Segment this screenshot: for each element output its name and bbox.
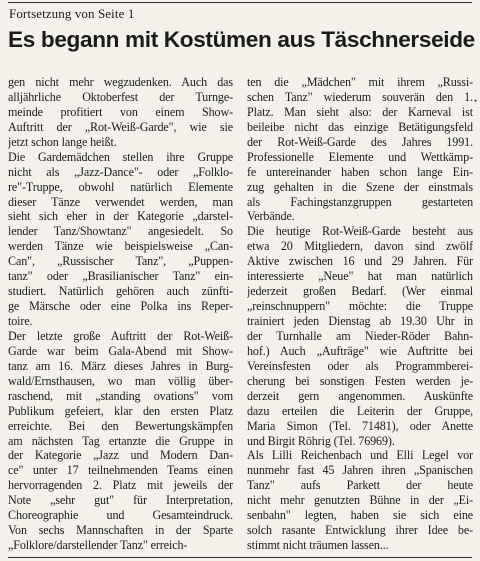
text-line: der Turnhalle am Nieder-Röder Bahn-: [247, 328, 473, 343]
text-line: am nächsten Tag ertanzte die Gruppe in: [8, 433, 233, 448]
text-line: Auftritt der „Rot-Weiß-Garde", wie sie: [8, 119, 233, 134]
text-line: Von sechs Mannschaften in der Sparte: [8, 523, 233, 538]
text-line: der Rot-Weiß-Garde des Jahres 1991.: [247, 134, 473, 149]
text-line: und Birgit Röhrig (Tel. 76969).: [247, 433, 395, 448]
text-line: studiert. Natürlich gehören auch zünfti-: [8, 284, 233, 299]
text-line: ge Märsche oder eine Polka ins Reper-: [8, 299, 233, 314]
continuation-note: Fortsetzung von Seite 1: [9, 6, 135, 21]
text-line: „Folklore/darstellender Tanz" erreich-: [8, 538, 188, 553]
text-line: ten die „Mädchen" mit ihrem „Russi-: [247, 75, 473, 89]
text-line: raschend, mit „standing ovations" vom: [8, 388, 233, 403]
text-line: hof.) Auch „Aufträge" wie Auftritte bei: [247, 343, 473, 358]
text-line: stimmt nicht träumen lassen...: [247, 538, 389, 553]
text-line: Can", „Russischer Tanz", „Puppen-: [8, 254, 233, 269]
text-line: sieht sich eher in der Kategorie „darstel-: [8, 209, 233, 224]
text-line: dieser Tänze verwendet werden, man: [8, 194, 233, 209]
text-line: derzeit gern angenommen. Auskünfte: [247, 388, 473, 403]
text-line: senbahn" legten, haben sie sich eine: [247, 508, 473, 523]
text-line: Aktive zwischen 16 und 29 Jahren. Für: [247, 254, 473, 269]
text-line: gen nicht mehr wegzudenken. Auch das: [8, 75, 233, 89]
text-line: Note „sehr gut" für Interpretation,: [8, 493, 233, 508]
text-line: jederzeit großen Bedarf. (Wer einmal: [247, 284, 473, 299]
text-line: lender Tanz/Showtanz" angesiedelt. So: [8, 224, 233, 239]
text-line: Vereinsfesten oder als Programmberei-: [247, 358, 473, 373]
text-line: cherung bei sonstigen Festen werden je-: [247, 373, 473, 388]
text-line: toire.: [8, 314, 33, 328]
text-line: Platz. Man sieht also: der Karneval ist: [247, 104, 473, 119]
text-line: tanz" oder „Brasilianischer Tanz" ein-: [8, 269, 233, 284]
text-line: Garde war beim Gala-Abend mit Show-: [8, 343, 233, 358]
top-rule: [8, 2, 472, 3]
text-line: schen Tanz" wiederum souverän den 1.: [247, 89, 473, 104]
text-line: jetzt schon lange heißt.: [8, 134, 117, 149]
text-line: Professionelle Elemente und Wettkämp-: [247, 149, 473, 164]
text-line: Die heutige Rot-Weiß-Garde besteht aus: [247, 224, 473, 239]
text-line: Verbände.: [247, 209, 295, 224]
text-line: nunmehr fast 45 Jahren ihren „Spanischen: [247, 463, 473, 478]
text-line: meinde profitiert von einem Show-: [8, 104, 233, 119]
text-line: der Kategorie „Jazz und Modern Dan-: [8, 448, 233, 463]
text-line: hervorragenden 2. Platz mit jeweils der: [8, 478, 233, 493]
text-line: dazu erteilen die Leiterin der Gruppe,: [247, 403, 473, 418]
text-line: tanz am 16. März dieses Jahres in Burg-: [8, 358, 233, 373]
text-line: „reinschnuppern" möchte: die Truppe: [247, 299, 473, 314]
text-line: Publikum gefeiert, klar den ersten Platz: [8, 403, 233, 418]
article-headline: Es begann mit Kostümen aus Täschnerseide: [8, 27, 475, 52]
text-line: Maria Simon (Tel. 71481), oder Anette: [247, 418, 473, 433]
text-line: Die Gardemädchen stellen ihre Gruppe: [8, 149, 233, 164]
text-line: Als Lilli Reichenbach und Elli Legel vor: [247, 448, 473, 463]
text-line: nicht mehr genutzten Bühne in der „Ei-: [247, 493, 473, 508]
article-column-left: [8, 75, 233, 553]
text-line: etwa 20 Mitgliedern, davon sind zwölf: [247, 239, 473, 254]
text-line: Der letzte große Auftritt der Rot-Weiß-: [8, 328, 233, 343]
text-line: erreichte. Bei den Bewertungskämpfen: [8, 418, 233, 433]
text-line: als Fachingstanzgruppen gestarteten: [247, 194, 473, 209]
text-line: solch rasante Entwicklung ihrer Idee be-: [247, 523, 473, 538]
text-line: Choreographie und Gesamteindruck.: [8, 508, 233, 523]
text-line: nicht als „Jazz-Dance"- oder „Folklo-: [8, 164, 233, 179]
text-line: alljährliche Oktoberfest der Turnge-: [8, 89, 233, 104]
text-line: trainiert jeden Dienstag ab 19.30 Uhr in: [247, 314, 473, 328]
text-line: re"-Truppe, obwohl natürlich Elemente: [8, 179, 233, 194]
bottom-rule: [8, 557, 472, 558]
article-column-right: [247, 75, 473, 553]
text-line: ce" unter 17 teilnehmenden Teams einen: [8, 463, 233, 478]
text-line: beileibe nicht das einzige Betätigungsfeld: [247, 119, 473, 134]
text-line: zug gehalten in die Szene der einstmals: [247, 179, 473, 194]
margin-mark: •: [474, 96, 478, 106]
text-line: wald/Ernsthausen, wo man völlig über-: [8, 373, 233, 388]
text-line: werden Tänze wie beispielsweise „Can-: [8, 239, 233, 254]
text-line: fe untereinander haben schon lange Ein-: [247, 164, 473, 179]
text-line: interessierte „Neue" hat man natürlich: [247, 269, 473, 284]
text-line: Tanz" aufs Parkett der heute: [247, 478, 473, 493]
